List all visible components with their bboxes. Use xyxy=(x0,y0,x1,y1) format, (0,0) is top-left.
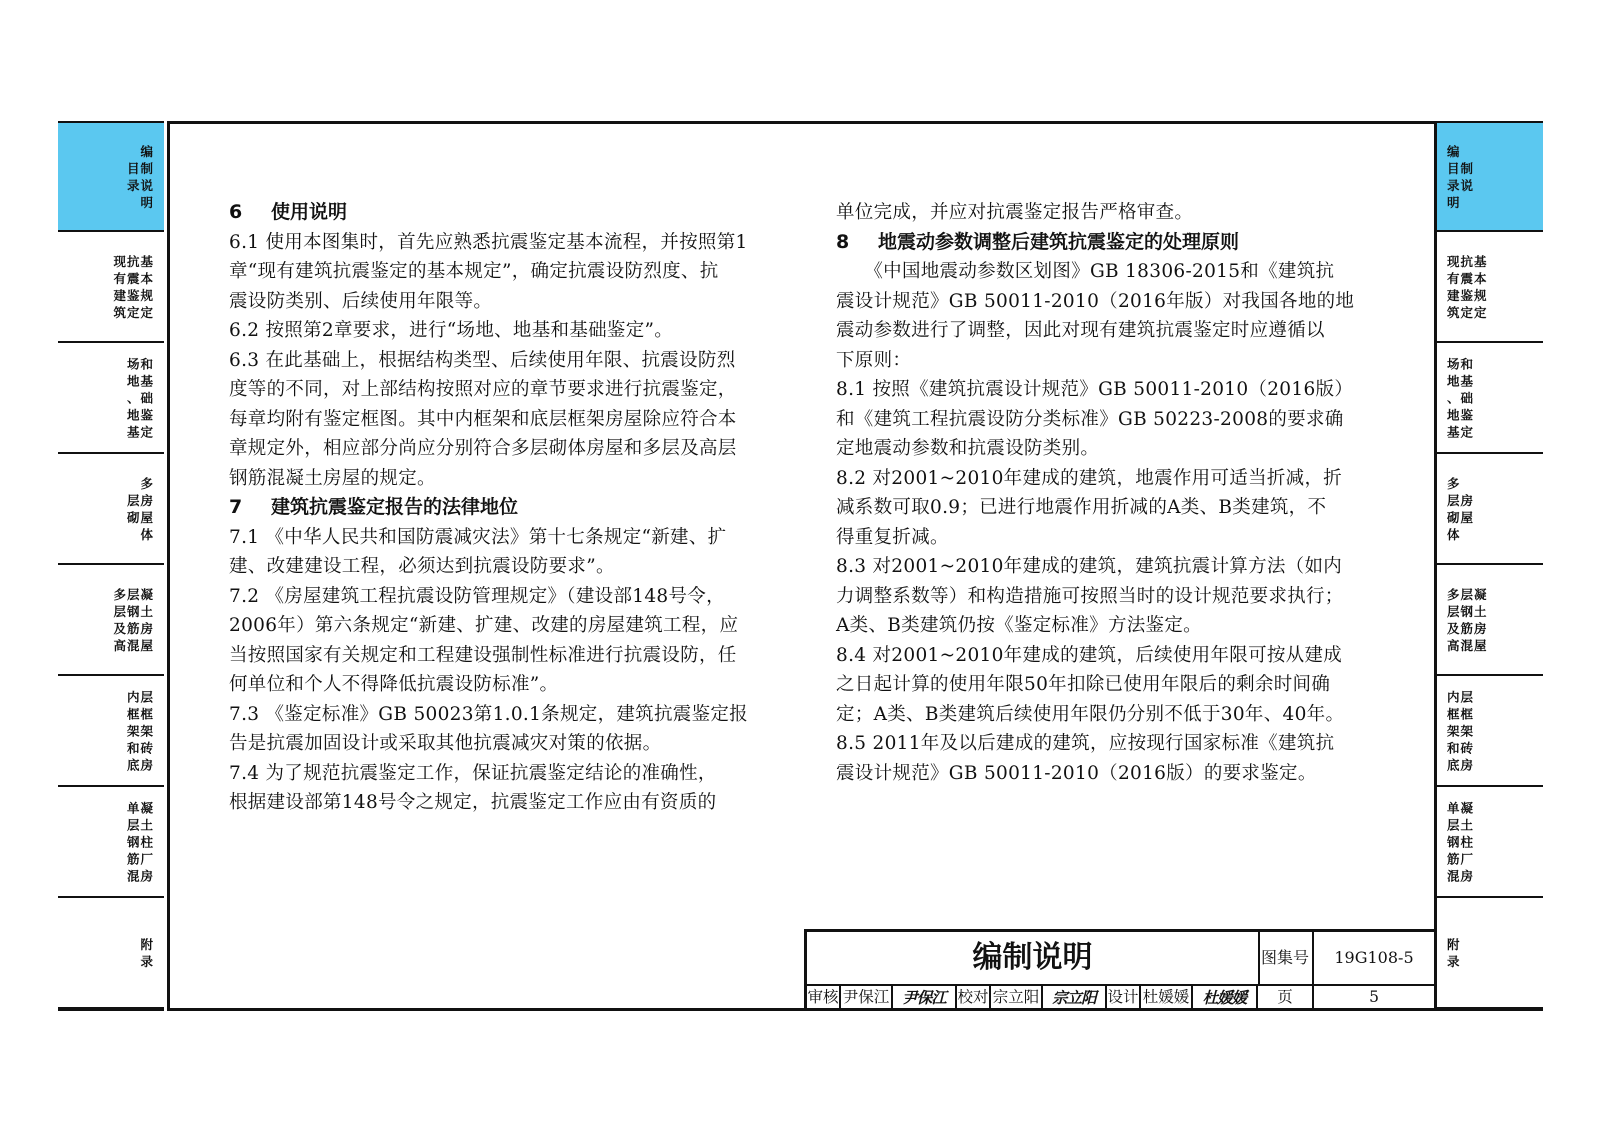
chapter-tab[interactable] xyxy=(58,121,164,232)
paragraph-line: 6.2 按照第2章要求，进行“场地、地基和基础鉴定”。 xyxy=(229,320,674,341)
checker-signature: 宗立阳 xyxy=(1043,984,1107,1011)
paragraph-line: 震设防类别、后续使用年限等。 xyxy=(229,290,493,312)
chapter-tab-text: 场和 xyxy=(126,356,154,371)
chapter-tab[interactable] xyxy=(58,676,164,787)
chapter-tab-label xyxy=(140,936,154,970)
page-label: 页 xyxy=(1258,984,1314,1011)
chapter-tab-text: 和砖 xyxy=(1447,740,1475,755)
paragraph-line: 8.3 对2001~2010年建成的建筑，建筑抗震计算方法（如内 xyxy=(836,556,1343,577)
chapter-tab-text: 钢柱 xyxy=(1447,834,1475,849)
chapter-tab[interactable] xyxy=(1437,454,1543,565)
chapter-tab-text: 层土 xyxy=(126,817,154,832)
chapter-tab-text: 地基 xyxy=(126,373,154,388)
paragraph-line: 定；A类、B类建筑后续使用年限仍分别不低于30年、40年。 xyxy=(836,703,1345,725)
chapter-tab-text: 内层 xyxy=(126,689,154,704)
chapter-tab[interactable] xyxy=(1437,787,1543,898)
check-label: 校对 xyxy=(957,984,991,1011)
chapter-tab-label xyxy=(1447,253,1488,321)
chapter-tab-text: 地鉴 xyxy=(1447,407,1475,422)
paragraph-line: 8.5 2011年及以后建成的建筑，应按现行国家标准《建筑抗 xyxy=(836,733,1335,754)
chapter-tab-text: 目制 xyxy=(1447,160,1475,176)
paragraph-line: 7.3 《鉴定标准》GB 50023第1.0.1条规定，建筑抗震鉴定报 xyxy=(229,703,748,725)
chapter-tab-text: 层钢土 xyxy=(1447,603,1488,619)
paragraph-line: 6.1 使用本图集时，首先应熟悉抗震鉴定基本流程，并按照第1 xyxy=(229,231,748,253)
section-title: 地震动参数调整后建筑抗震鉴定的处理原则 xyxy=(878,230,1240,253)
atlas-label: 图集号 xyxy=(1258,932,1314,984)
chapter-tab-text: 建鉴规 xyxy=(1447,287,1488,303)
chapter-tab-text: 单凝 xyxy=(126,800,154,815)
chapter-tab-text: 基定 xyxy=(126,424,154,439)
paragraph-line: 得重复折减。 xyxy=(836,526,949,548)
chapter-tab-text: 、础 xyxy=(126,390,154,405)
designer-signature: 杜媛媛 xyxy=(1193,984,1258,1011)
chapter-tab-text: 砌屋 xyxy=(126,509,154,525)
chapter-tab-text: 及筋房 xyxy=(1447,620,1488,636)
chapter-tab-text: 建鉴规 xyxy=(113,287,154,303)
chapter-tab-text: 基定 xyxy=(1447,424,1475,439)
chapter-tab-label xyxy=(127,475,154,543)
chapter-tab-text: 录说 xyxy=(1447,177,1475,193)
left-chapter-tabs xyxy=(58,121,164,1009)
chapter-tab-text: 现抗基 xyxy=(1447,253,1488,269)
chapter-tab[interactable] xyxy=(58,343,164,454)
paragraph-line: 何单位和个人不得降低抗震设防标准”。 xyxy=(229,674,559,695)
right-bottom-rule xyxy=(1437,1009,1543,1011)
chapter-tab-text: 砌屋 xyxy=(1447,509,1475,525)
chapter-tab-text: 单凝 xyxy=(1447,800,1475,815)
chapter-tab-text: 体 xyxy=(140,526,154,542)
chapter-tab-label xyxy=(127,799,154,884)
chapter-tab-text: 筑定定 xyxy=(1447,304,1488,320)
chapter-tab-text: 混房 xyxy=(1447,868,1475,883)
chapter-tab-text: 有震本 xyxy=(113,270,154,286)
chapter-tab-text: 录说 xyxy=(126,177,154,193)
chapter-tab[interactable] xyxy=(58,787,164,898)
paragraph-line: 单位完成，并应对抗震鉴定报告严格审查。 xyxy=(836,202,1194,223)
chapter-tab-label xyxy=(1447,586,1488,654)
page-number: 5 xyxy=(1369,988,1379,1006)
chapter-tab-label xyxy=(113,586,154,654)
drawing-title: 编制说明 xyxy=(807,932,1260,984)
paragraph-line: 8.4 对2001~2010年建成的建筑，后续使用年限可按从建成 xyxy=(836,644,1343,666)
section-number: 8 xyxy=(836,230,850,253)
chapter-tab[interactable] xyxy=(58,454,164,565)
atlas-number: 19G108-5 xyxy=(1334,948,1414,967)
paragraph-line: 7.4 为了规范抗震鉴定工作，保证抗震鉴定结论的准确性， xyxy=(229,762,717,784)
chapter-tab-text: 及筋房 xyxy=(113,620,154,636)
chapter-tab-text: 附 xyxy=(140,936,154,952)
chapter-tab-text: 地鉴 xyxy=(126,407,154,422)
paragraph-line: 和《建筑工程抗震设防分类标准》GB 50223-2008的要求确 xyxy=(836,408,1344,430)
paragraph-line: 告是抗震加固设计或采取其他抗震减灾对策的依据。 xyxy=(229,733,662,754)
chapter-tab-text: 编 xyxy=(1447,143,1461,159)
paragraph-line: A类、B类建筑仍按《鉴定标准》方法鉴定。 xyxy=(836,615,1202,636)
chapter-tab-text: 层房 xyxy=(1447,492,1475,508)
paragraph-line: 力调整系数等）和构造措施可按照当时的设计规范要求执行； xyxy=(836,585,1344,607)
paragraph-line: 度等的不同，对上部结构按照对应的章节要求进行抗震鉴定， xyxy=(229,379,737,400)
paragraph-line: 8.1 按照《建筑抗震设计规范》GB 50011-2010（2016版） xyxy=(836,379,1354,400)
chapter-tab-label xyxy=(1447,936,1461,970)
paragraph-line: 8.2 对2001~2010年建成的建筑，地震作用可适当折减，折 xyxy=(836,467,1343,489)
chapter-tab-text: 体 xyxy=(1447,526,1461,542)
chapter-tab[interactable] xyxy=(58,898,164,1009)
chapter-tab-text: 有震本 xyxy=(1447,270,1488,286)
chapter-tab-label xyxy=(127,143,154,211)
chapter-tab-text: 混房 xyxy=(126,868,154,883)
chapter-tab-text: 层钢土 xyxy=(113,603,154,619)
chapter-tab-text: 附 xyxy=(1447,936,1461,952)
paragraph-line: 根据建设部第148号令之规定，抗震鉴定工作应由有资质的 xyxy=(229,792,717,813)
paragraph-line: 下原则： xyxy=(836,349,912,371)
right-chapter-tabs xyxy=(1437,121,1543,1009)
chapter-tab-text: 、础 xyxy=(1447,390,1475,405)
chapter-tab[interactable] xyxy=(58,565,164,676)
section-number: 7 xyxy=(229,496,243,518)
checker-name: 宗立阳 xyxy=(991,984,1043,1011)
chapter-tab-label xyxy=(1447,799,1474,884)
paragraph-line: 章“现有建筑抗震鉴定的基本规定”，确定抗震设防烈度、抗 xyxy=(229,261,719,282)
reviewer-signature: 尹保江 xyxy=(893,984,957,1011)
chapter-tab-text: 录 xyxy=(140,953,154,969)
chapter-tab-text: 多层凝 xyxy=(1447,586,1488,602)
chapter-tab-text: 多层凝 xyxy=(113,586,154,602)
chapter-tab[interactable] xyxy=(1437,343,1543,454)
content-left-column xyxy=(229,198,789,818)
paragraph-line: 减系数可取0.9；已进行地震作用折减的A类、B类建筑，不 xyxy=(836,497,1327,518)
paragraph-line: 7.2 《房屋建筑工程抗震设防管理规定》（建设部148号令， xyxy=(229,585,725,607)
chapter-tab-text: 明 xyxy=(1447,194,1461,210)
chapter-tab-text: 筋厂 xyxy=(1447,851,1475,866)
section-title: 建筑抗震鉴定报告的法律地位 xyxy=(271,496,519,518)
paragraph-line: 7.1 《中华人民共和国防震减灾法》第十七条规定“新建、扩 xyxy=(229,526,727,548)
chapter-tab-label xyxy=(1447,355,1474,440)
chapter-tab-text: 场和 xyxy=(1447,356,1475,371)
chapter-tab-text: 高混屋 xyxy=(1447,637,1488,653)
chapter-tab[interactable] xyxy=(1437,898,1543,1009)
chapter-tab-text: 钢柱 xyxy=(126,834,154,849)
paragraph-line: 章规定外，相应部分尚应分别符合多层砌体房屋和多层及高层 xyxy=(229,438,737,459)
chapter-tab-text: 和砖 xyxy=(126,740,154,755)
section-number: 6 xyxy=(229,201,243,223)
chapter-tab-text: 编 xyxy=(140,143,154,159)
chapter-tab-text: 底房 xyxy=(1447,757,1475,772)
content-right-column xyxy=(836,198,1396,788)
chapter-tab-text: 框框 xyxy=(126,706,154,721)
chapter-tab-text: 底房 xyxy=(126,757,154,772)
paragraph-line: 《中国地震动参数区划图》GB 18306-2015和《建筑抗 xyxy=(836,261,1335,282)
chapter-tab-label xyxy=(127,355,154,440)
section-heading xyxy=(229,493,789,523)
paragraph-line: 震设计规范》GB 50011-2010（2016版）的要求鉴定。 xyxy=(836,762,1317,784)
left-bottom-rule xyxy=(58,1009,164,1011)
chapter-tab-text: 明 xyxy=(140,194,154,210)
design-label: 设计 xyxy=(1107,984,1141,1011)
paragraph-line: 之日起计算的使用年限50年扣除已使用年限后的剩余时间确 xyxy=(836,674,1331,695)
designer-name: 杜媛媛 xyxy=(1141,984,1193,1011)
chapter-tab-label xyxy=(1447,688,1474,773)
chapter-tab-text: 现抗基 xyxy=(113,253,154,269)
chapter-tab[interactable] xyxy=(1437,565,1543,676)
chapter-tab[interactable] xyxy=(58,232,164,343)
paragraph-line: 2006年）第六条规定“新建、扩建、改建的房屋建筑工程，应 xyxy=(229,615,739,636)
chapter-tab-text: 框框 xyxy=(1447,706,1475,721)
chapter-tab-text: 录 xyxy=(1447,953,1461,969)
chapter-tab-text: 地基 xyxy=(1447,373,1475,388)
chapter-tab[interactable] xyxy=(1437,121,1543,232)
chapter-tab-label xyxy=(1447,475,1474,543)
chapter-tab-text: 筋厂 xyxy=(126,851,154,866)
chapter-tab-text: 架架 xyxy=(126,723,154,738)
paragraph-line: 当按照国家有关规定和工程建设强制性标准进行抗震设防，任 xyxy=(229,644,737,666)
paragraph-line: 6.3 在此基础上，根据结构类型、后续使用年限、抗震设防烈 xyxy=(229,349,736,371)
paragraph-line: 震动参数进行了调整，因此对现有建筑抗震鉴定时应遵循以 xyxy=(836,320,1325,341)
chapter-tab[interactable] xyxy=(1437,232,1543,343)
paragraph-line: 建、改建建设工程，必须达到抗震设防要求”。 xyxy=(229,556,615,577)
section-title: 使用说明 xyxy=(271,201,348,223)
chapter-tab-label xyxy=(1447,143,1474,211)
reviewer-name: 尹保江 xyxy=(841,984,893,1011)
chapter-tab-text: 筑定定 xyxy=(113,304,154,320)
chapter-tab-label xyxy=(127,688,154,773)
chapter-tab-text: 层房 xyxy=(126,492,154,508)
chapter-tab-text: 架架 xyxy=(1447,723,1475,738)
title-block xyxy=(804,929,1437,1011)
chapter-tab-text: 层土 xyxy=(1447,817,1475,832)
paragraph-line: 定地震动参数和抗震设防类别。 xyxy=(836,438,1100,459)
chapter-tab-text: 多 xyxy=(140,475,154,491)
chapter-tab[interactable] xyxy=(1437,676,1543,787)
chapter-tab-text: 多 xyxy=(1447,475,1461,491)
paragraph-line: 震设计规范》GB 50011-2010（2016年版）对我国各地的地 xyxy=(836,290,1355,312)
section-heading xyxy=(836,228,1396,258)
section-heading xyxy=(229,198,789,228)
chapter-tab-text: 高混屋 xyxy=(113,637,154,653)
paragraph-line: 每章均附有鉴定框图。其中内框架和底层框架房屋除应符合本 xyxy=(229,408,737,430)
chapter-tab-text: 目制 xyxy=(126,160,154,176)
review-label: 审核 xyxy=(807,984,841,1011)
chapter-tab-text: 内层 xyxy=(1447,689,1475,704)
chapter-tab-label xyxy=(113,253,154,321)
paragraph-line: 钢筋混凝土房屋的规定。 xyxy=(229,467,436,489)
